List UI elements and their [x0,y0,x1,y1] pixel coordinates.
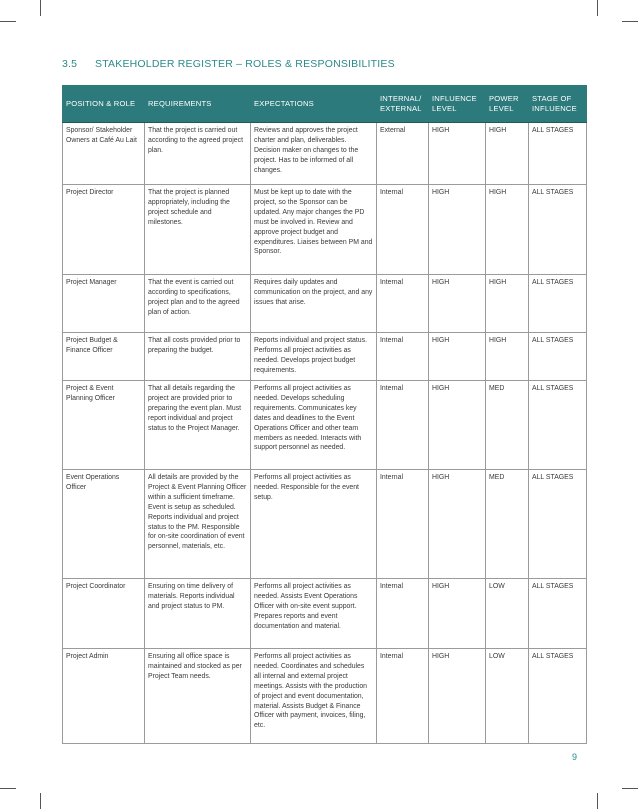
crop-mark [622,21,638,22]
cell-influence: HIGH [429,333,486,381]
crop-mark [0,21,16,22]
cell-expectations: Reviews and approves the project charter and plan, deliverables. Decision maker on changes to the project. Has to be informed of all changes. [251,123,377,185]
cell-expectations: Reports individual and project status. Performs all project activities as needed. Develops project budget requirements. [251,333,377,381]
table-row [63,123,587,185]
cell-position: Sponsor/ Stakeholder Owners at Café Au Lait [63,123,145,185]
cell-position: Project Admin [63,649,145,744]
cell-requirements: Ensuring on time delivery of materials. Reports individual and project status to PM. [145,579,251,649]
cell-position: Project Manager [63,275,145,333]
table-header-row [63,86,587,123]
crop-mark [40,793,41,809]
crop-mark [40,0,41,16]
cell-internal-external: Internal [377,470,429,579]
cell-power: LOW [486,579,529,649]
table-row [63,381,587,470]
cell-influence: HIGH [429,470,486,579]
crop-mark [622,788,638,789]
table-row [63,275,587,333]
cell-internal-external: Internal [377,185,429,275]
column-header-expectations: EXPECTATIONS [251,86,377,123]
section-title: STAKEHOLDER REGISTER – ROLES & RESPONSIBILITIES [95,58,395,70]
cell-stage: ALL STAGES [529,381,587,470]
table-row [63,333,587,381]
cell-expectations: Performs all project activities as needed. Coordinates and schedules all internal and external project meetings. Assists with the production of project and event documentation, material. Assists Budget & Finance Officer with payment, invoices, filing, etc. [251,649,377,744]
cell-expectations: Must be kept up to date with the project, so the Sponsor can be updated. Any major changes the PD must be involved in. Review and approve project budget and expenditures. Liaises between PM and Sponsor. [251,185,377,275]
column-header-position: POSITION & ROLE [63,86,145,123]
cell-stage: ALL STAGES [529,185,587,275]
cell-stage: ALL STAGES [529,470,587,579]
cell-stage: ALL STAGES [529,123,587,185]
cell-requirements: All details are provided by the Project & Event Planning Officer within a sufficient timeframe. Event is setup as scheduled. Reports individual and project status to the PM. Responsible for on-site coordination of event personnel, materials, etc. [145,470,251,579]
cell-expectations: Performs all project activities as needed. Develops scheduling requirements. Communicates key dates and deadlines to the Event Operations Officer and other team members as needed. Interacts with support personnel as needed. [251,381,377,470]
section-number: 3.5 [62,58,78,70]
cell-influence: HIGH [429,579,486,649]
cell-position: Project Coordinator [63,579,145,649]
cell-stage: ALL STAGES [529,333,587,381]
cell-influence: HIGH [429,649,486,744]
section-heading [62,58,395,70]
cell-internal-external: Internal [377,275,429,333]
cell-stage: ALL STAGES [529,579,587,649]
column-header-internal-external: INTERNAL/ EXTERNAL [377,86,429,123]
cell-power: MED [486,381,529,470]
cell-power: HIGH [486,275,529,333]
cell-power: HIGH [486,333,529,381]
cell-internal-external: External [377,123,429,185]
cell-stage: ALL STAGES [529,649,587,744]
table-row [63,185,587,275]
stakeholder-register-table [62,85,587,744]
table-row [63,649,587,744]
cell-influence: HIGH [429,381,486,470]
cell-requirements: That all details regarding the project are provided prior to preparing the event plan. Must report individual and project status to the Project Manager. [145,381,251,470]
cell-stage: ALL STAGES [529,275,587,333]
cell-internal-external: Internal [377,381,429,470]
column-header-requirements: REQUIREMENTS [145,86,251,123]
crop-mark [597,793,598,809]
cell-expectations: Performs all project activities as needed. Assists Event Operations Officer with on-site event support. Prepares reports and event documentation and material. [251,579,377,649]
cell-power: LOW [486,649,529,744]
cell-requirements: That the project is planned appropriately, including the project schedule and milestones. [145,185,251,275]
crop-mark [0,788,16,789]
cell-power: HIGH [486,123,529,185]
column-header-stage-of-influence: STAGE OF INFLUENCE [529,86,587,123]
cell-expectations: Performs all project activities as needed. Responsible for the event setup. [251,470,377,579]
cell-position: Project & Event Planning Officer [63,381,145,470]
cell-requirements: That the event is carried out according to specifications, project plan and to the agreed plan of action. [145,275,251,333]
page-number: 9 [572,752,578,762]
cell-position: Project Director [63,185,145,275]
cell-internal-external: Internal [377,579,429,649]
table-row [63,579,587,649]
cell-requirements: Ensuring all office space is maintained and stocked as per Project Team needs. [145,649,251,744]
cell-internal-external: Internal [377,649,429,744]
cell-influence: HIGH [429,275,486,333]
cell-position: Project Budget & Finance Officer [63,333,145,381]
cell-position: Event Operations Officer [63,470,145,579]
cell-power: HIGH [486,185,529,275]
table-row [63,470,587,579]
column-header-power-level: POWER LEVEL [486,86,529,123]
cell-influence: HIGH [429,123,486,185]
cell-requirements: That the project is carried out according to the agreed project plan. [145,123,251,185]
cell-power: MED [486,470,529,579]
crop-mark [597,0,598,16]
cell-internal-external: Internal [377,333,429,381]
cell-expectations: Requires daily updates and communication on the project, and any issues that arise. [251,275,377,333]
cell-influence: HIGH [429,185,486,275]
cell-requirements: That all costs provided prior to preparing the budget. [145,333,251,381]
column-header-influence-level: INFLUENCE LEVEL [429,86,486,123]
